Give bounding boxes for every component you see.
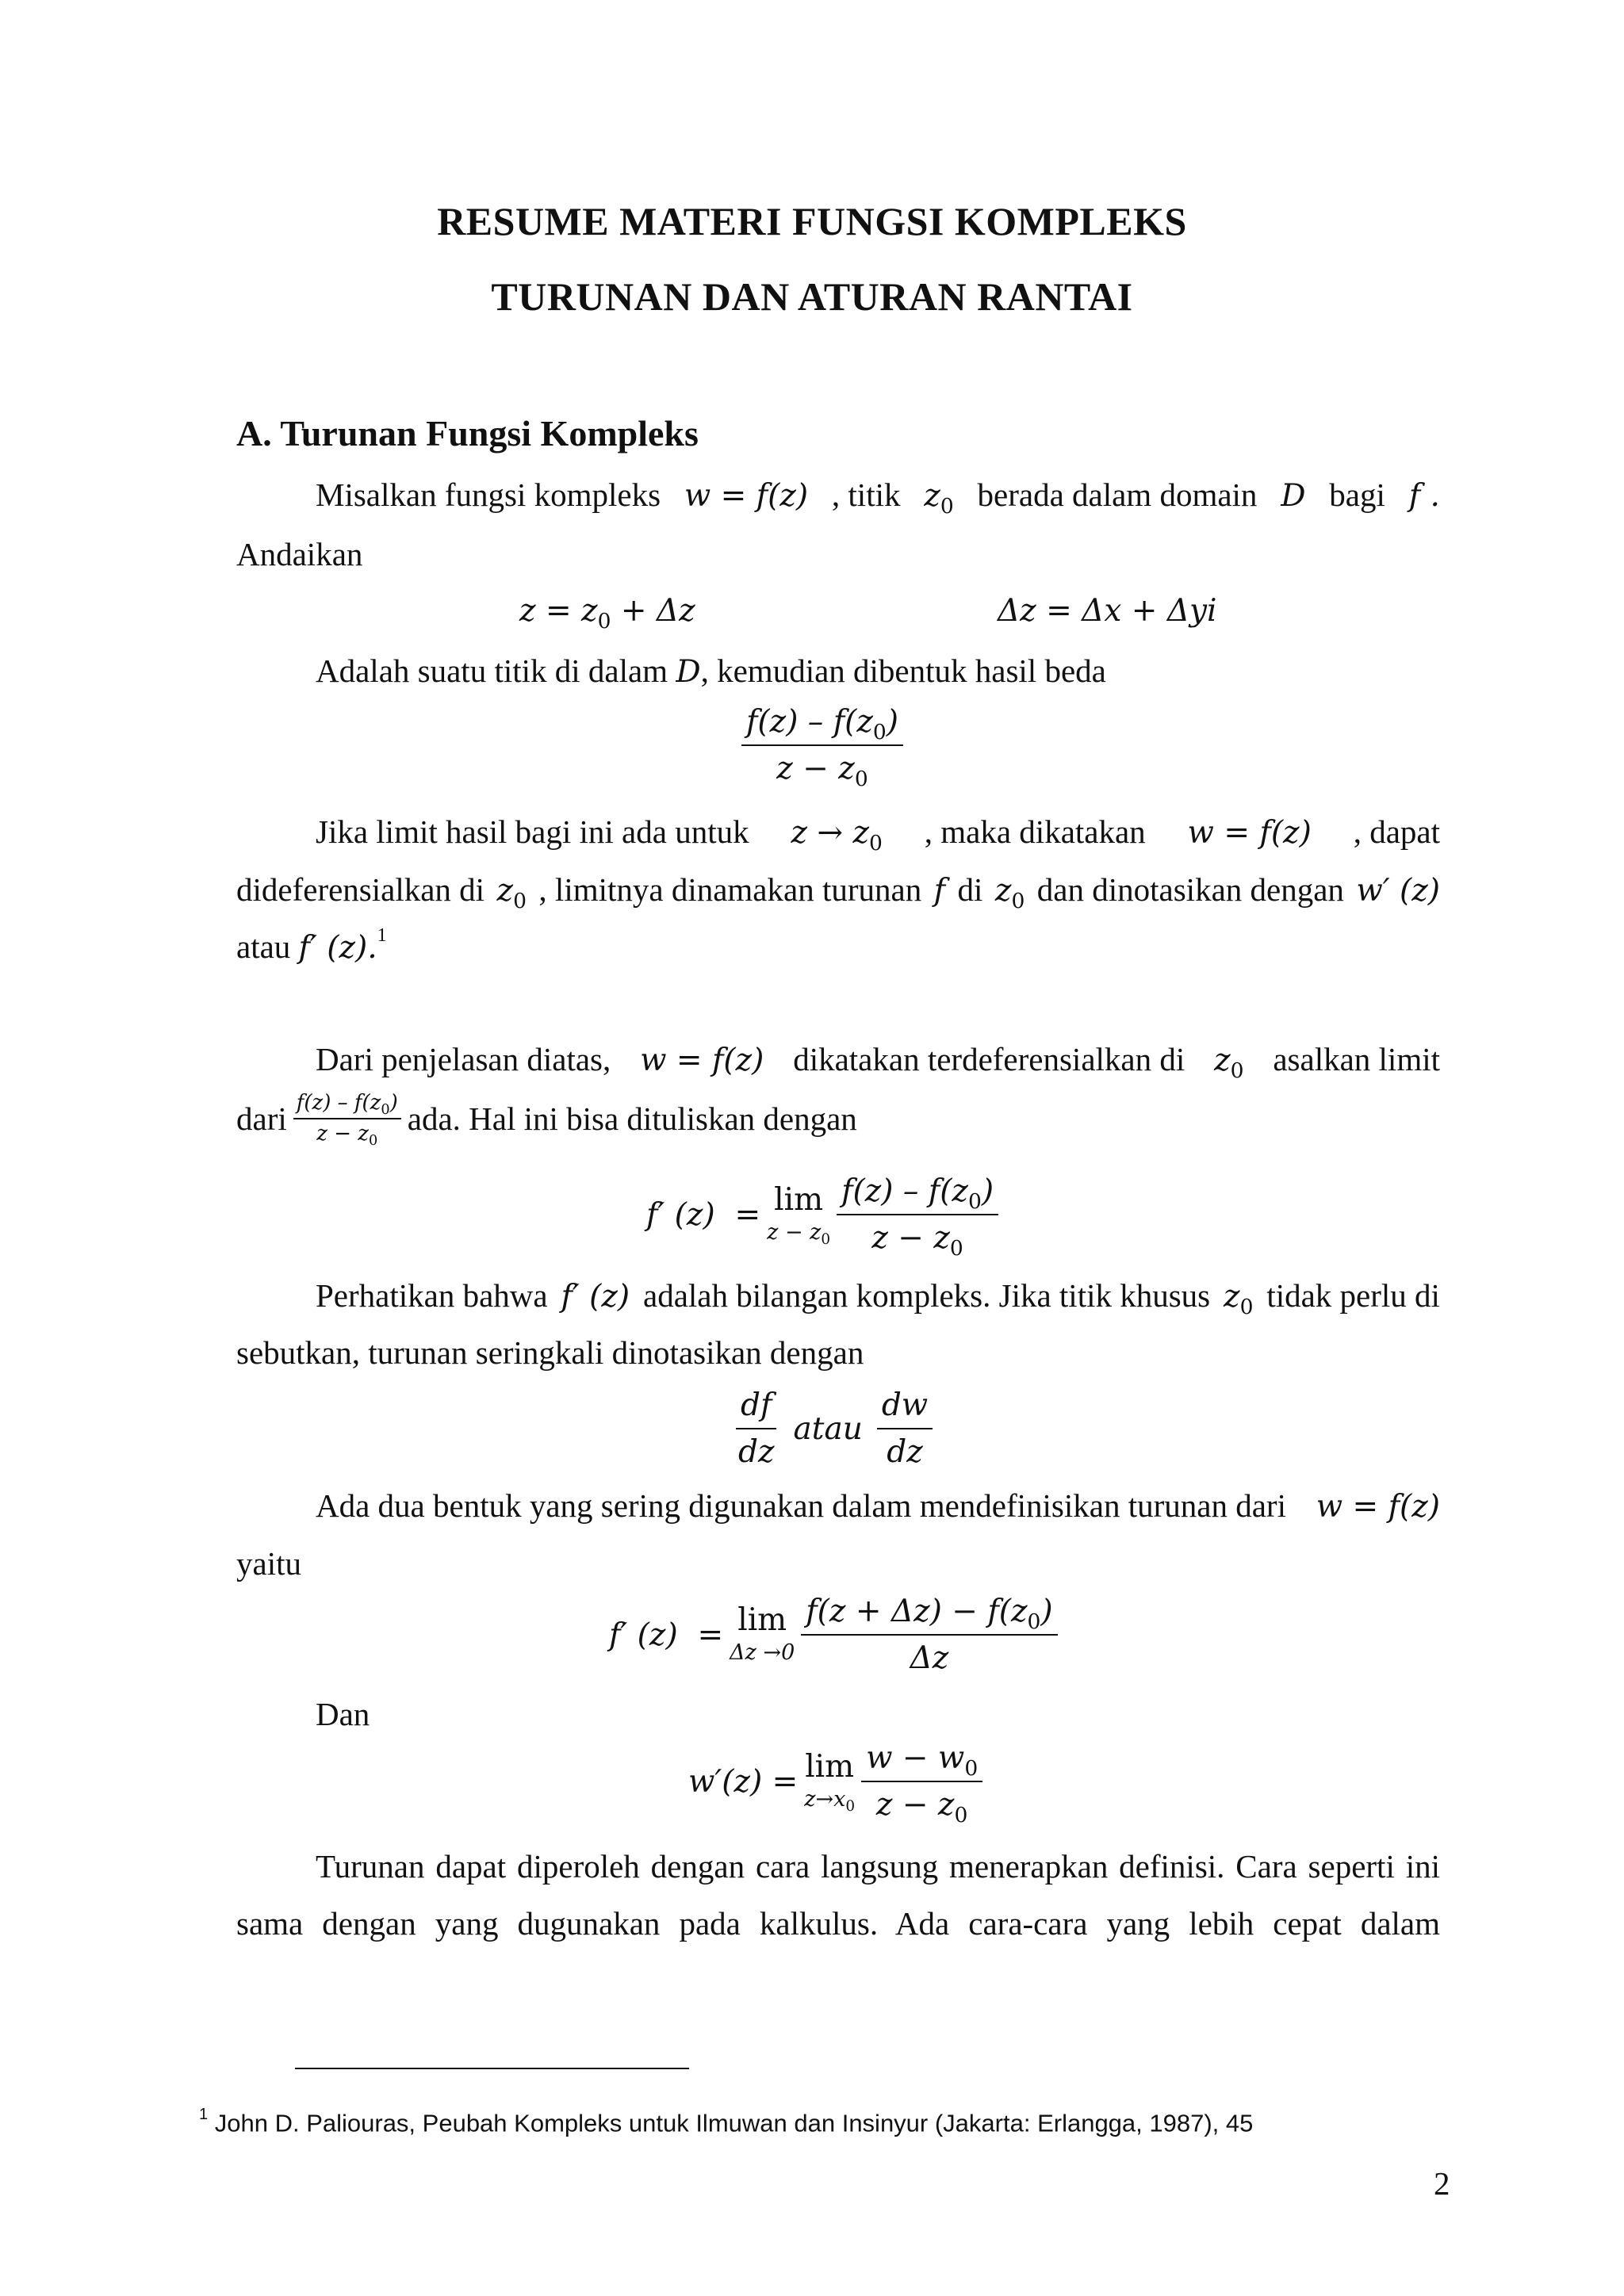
text-span: , dapat xyxy=(1353,813,1440,850)
fraction-denominator: dz xyxy=(887,1434,923,1470)
limit-subscript: $z\to x_0$ xyxy=(804,1787,856,1816)
footnote-reference: 1 xyxy=(377,925,387,947)
paragraph-6-line-1 xyxy=(316,1487,1440,1526)
limit-subscript: Δz →0 xyxy=(730,1640,795,1665)
paragraph-7-line-2: sama dengan yang dugunakan pada kalkulus. Ada cara-cara yang lebih cepat dalam xyxy=(236,1905,1440,1942)
text-span: , kemudian dibentuk hasil beda xyxy=(700,652,1106,689)
paragraph-2 xyxy=(316,652,1106,691)
text-span: Adalah suatu titik di dalam xyxy=(316,652,668,689)
lim-label: lim xyxy=(774,1182,824,1218)
math-z0: $z_0$ xyxy=(1224,1279,1254,1320)
paragraph-3-line-1 xyxy=(316,813,1440,856)
fraction-denominator: $z - z_0$ xyxy=(871,1220,963,1261)
atau-word: atau xyxy=(793,1410,863,1447)
text-span: Dari penjelasan diatas, xyxy=(316,1041,611,1077)
fraction-numerator: df xyxy=(736,1387,776,1429)
math-w-prime: w′ (z) xyxy=(1356,873,1440,909)
footnote-number: 1 xyxy=(199,2106,209,2123)
text-span: , limitnya dinamakan turunan xyxy=(538,871,922,908)
document-title-line-2: TURUNAN DAN ATURAN RANTAI xyxy=(491,274,1133,319)
fraction-numerator: $f(z) - f(z_0)$ xyxy=(293,1091,401,1119)
text-span: asalkan limit xyxy=(1273,1041,1440,1077)
fraction-dw-dz xyxy=(877,1387,933,1470)
text-span: Jika limit hasil bagi ini ada untuk xyxy=(316,813,749,850)
math-f: f . xyxy=(1408,478,1440,514)
fraction xyxy=(837,1173,998,1261)
page-number: 2 xyxy=(1434,2165,1450,2202)
inline-fraction xyxy=(293,1091,401,1150)
math-w-prime-eq: w′(z) = xyxy=(688,1763,799,1800)
limit-operator xyxy=(767,1182,831,1249)
paragraph-1-line-2: Andaikan xyxy=(236,536,363,572)
fraction-numerator: $w - w_0$ xyxy=(861,1740,982,1782)
paragraph-6-line-2: yaitu xyxy=(236,1545,301,1582)
math-z-to-z0: $z \to z_0$ xyxy=(791,815,883,856)
math-f-prime-eq: f′ (z) = xyxy=(609,1617,724,1653)
text-span: dari xyxy=(236,1100,287,1137)
section-heading: A. Turunan Fungsi Kompleks xyxy=(236,413,699,453)
footnote-text: John D. Paliouras, Peubah Kompleks untuk Ilmuwan dan Insinyur (Jakarta: Erlangga, 1987), 45 xyxy=(214,2109,1254,2137)
fraction-denominator: $z - z_0$ xyxy=(316,1122,378,1150)
paragraph-3-line-3 xyxy=(236,925,387,967)
text-span: , titik xyxy=(831,476,901,513)
paragraph-4-line-1 xyxy=(316,1040,1440,1084)
fraction-denominator: Δz xyxy=(910,1640,949,1676)
document-title-line-1: RESUME MATERI FUNGSI KOMPLEKS xyxy=(437,199,1187,243)
math-z0: $z_0$ xyxy=(1214,1043,1244,1084)
fraction-numerator: $f(z + \Delta z) - f(z_0)$ xyxy=(801,1594,1057,1636)
fraction-denominator: $z - z_0$ xyxy=(875,1787,968,1828)
lim-label: lim xyxy=(737,1602,787,1638)
math-f: f xyxy=(933,873,946,909)
text-span: bagi xyxy=(1329,476,1385,513)
text-span: di xyxy=(957,871,983,908)
math-w-eq-fz: w = f(z) xyxy=(1316,1489,1440,1525)
text-span: dikatakan terdeferensialkan di xyxy=(793,1041,1185,1077)
text-span: Perhatikan bahwa xyxy=(316,1277,548,1314)
math-w-eq-fz: w = f(z) xyxy=(684,478,809,514)
text-span: atau xyxy=(236,928,291,965)
difference-quotient xyxy=(741,704,903,792)
text-span: adalah bilangan kompleks. Jika titik khusus xyxy=(643,1277,1211,1314)
text-span: Ada dua bentuk yang sering digunakan dalam mendefinisikan turunan dari xyxy=(316,1487,1286,1524)
math-w-eq-fz: w = f(z) xyxy=(640,1043,764,1078)
fraction-numerator: dw xyxy=(877,1387,933,1429)
derivative-definition-3 xyxy=(688,1740,982,1828)
text-span: dideferensialkan di xyxy=(236,871,485,908)
paragraph-5-line-1 xyxy=(316,1276,1440,1320)
limit-operator xyxy=(730,1602,795,1665)
equation-delta-z: Δz = Δx + Δyi xyxy=(998,593,1217,629)
derivative-definition-1 xyxy=(646,1173,998,1261)
limit-subscript: $z - z_0$ xyxy=(767,1220,831,1249)
limit-operator xyxy=(804,1749,856,1816)
paragraph-4-line-2 xyxy=(236,1091,857,1150)
lim-label: lim xyxy=(805,1749,855,1785)
math-w-eq-fz: w = f(z) xyxy=(1187,815,1312,851)
fraction xyxy=(801,1594,1057,1676)
fraction xyxy=(741,704,903,792)
paragraph-1-line-1 xyxy=(316,476,1440,519)
math-z0: $z_0$ xyxy=(924,478,954,519)
text-span: berada dalam domain xyxy=(977,476,1258,513)
paragraph-5-line-2: sebutkan, turunan seringkali dinotasikan dengan xyxy=(236,1334,864,1371)
math-f-prime: f′ (z) xyxy=(561,1279,630,1314)
paragraph-7-line-1: Turunan dapat diperoleh dengan cara langsung menerapkan definisi. Cara seperti ini xyxy=(316,1848,1440,1885)
math-f-prime-eq: f′ (z) = xyxy=(646,1196,761,1233)
text-span: , maka dikatakan xyxy=(924,813,1146,850)
derivative-definition-2 xyxy=(609,1594,1058,1676)
fraction-df-dz xyxy=(733,1387,779,1470)
footnote xyxy=(199,2106,1254,2137)
fraction xyxy=(861,1740,982,1828)
math-D: D xyxy=(1281,478,1306,514)
fraction-denominator: dz xyxy=(738,1434,775,1470)
footnote-separator xyxy=(295,2068,689,2069)
equation-z-definition: $z = z_0 + \Delta z$ xyxy=(519,593,695,634)
text-span: Misalkan fungsi kompleks xyxy=(316,476,661,513)
dan-label: Dan xyxy=(316,1696,370,1732)
paragraph-3-line-2 xyxy=(236,871,1440,914)
fraction-numerator: $f(z) - f(z_0)$ xyxy=(837,1173,998,1215)
math-z0: $z_0$ xyxy=(994,873,1025,914)
text-span: ada. Hal ini bisa dituliskan dengan xyxy=(407,1100,857,1137)
text-span: tidak perlu di xyxy=(1266,1277,1440,1314)
fraction-denominator: $z - z_0$ xyxy=(776,751,868,792)
math-D: D xyxy=(676,654,701,690)
derivative-notation xyxy=(733,1387,933,1470)
math-f-prime: f′ (z). xyxy=(298,930,377,966)
math-z0: $z_0$ xyxy=(496,873,527,914)
text-span: dan dinotasikan dengan xyxy=(1036,871,1344,908)
fraction-numerator: $f(z) - f(z_0)$ xyxy=(741,704,903,746)
